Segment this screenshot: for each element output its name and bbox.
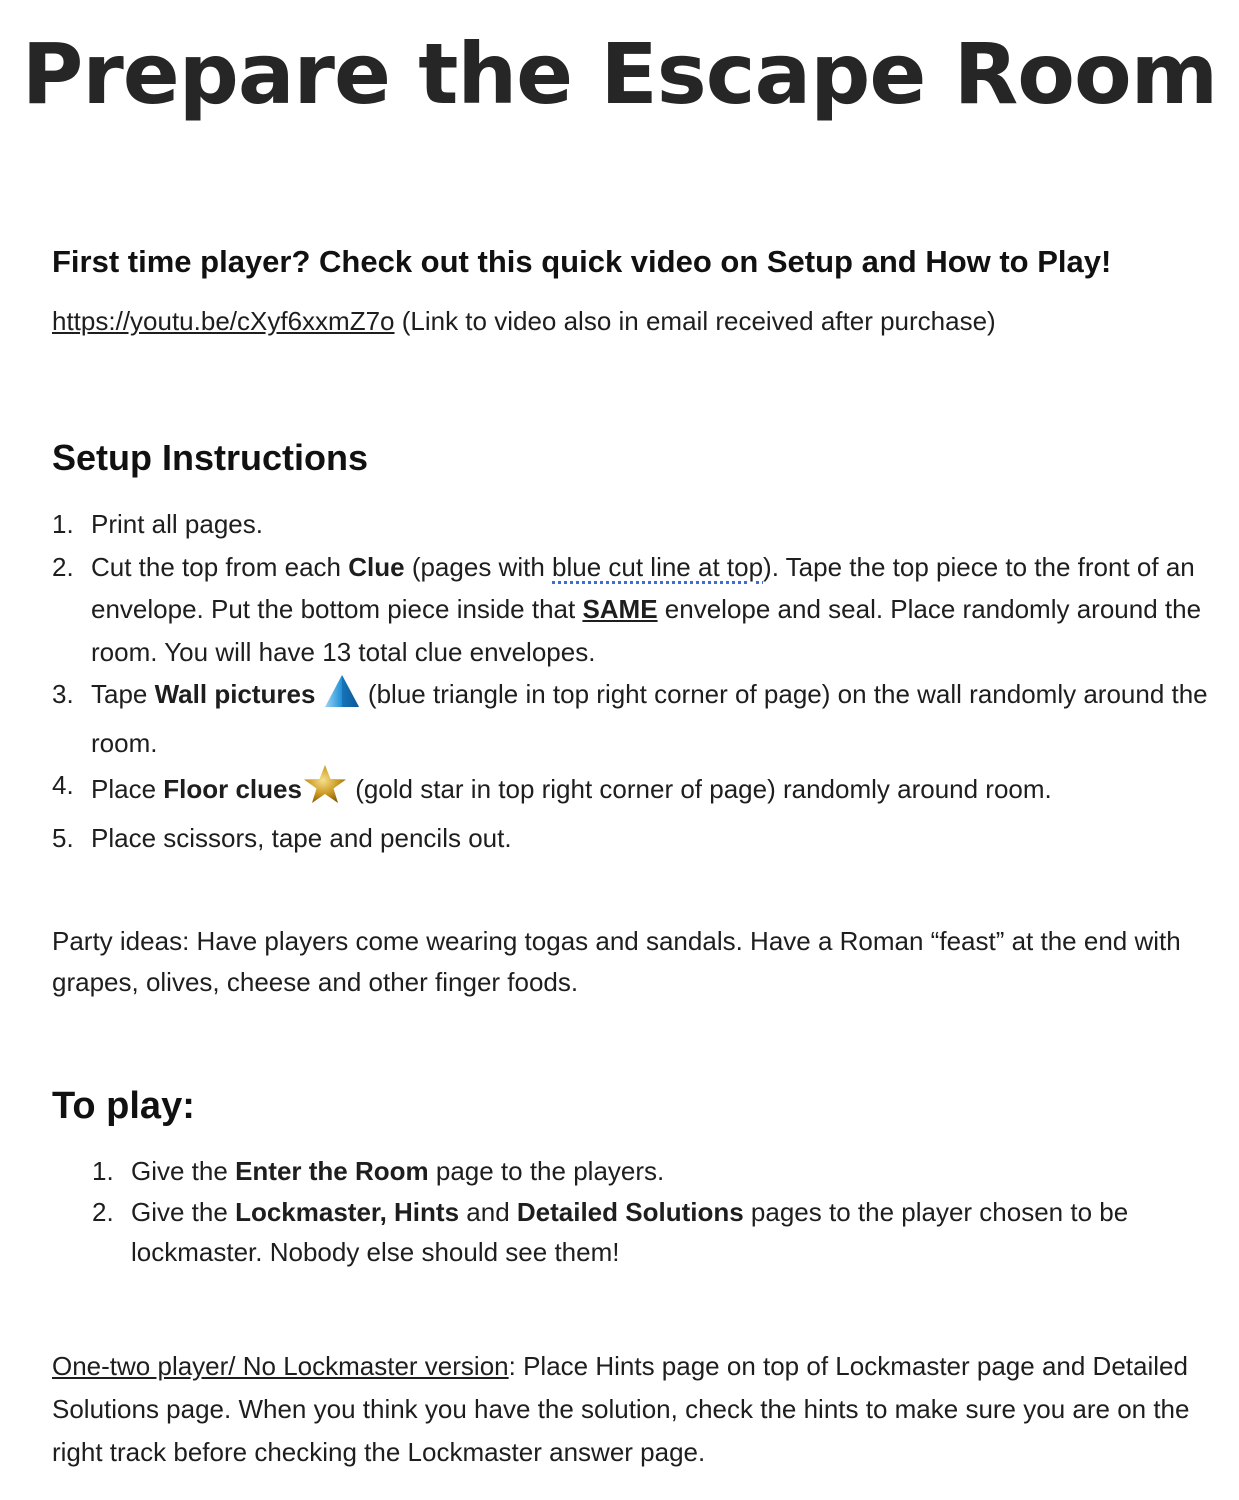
item-bold: Wall pictures bbox=[154, 679, 316, 709]
blue-triangle-icon bbox=[323, 673, 361, 722]
item-text: Place bbox=[91, 774, 164, 804]
list-number: 2. bbox=[92, 1196, 114, 1227]
item-text: (pages with bbox=[404, 551, 552, 582]
item-text: Tape bbox=[91, 679, 155, 709]
list-number: 1. bbox=[92, 1156, 114, 1186]
item-text: Cut the top from each bbox=[91, 551, 349, 582]
item-text: Print all pages. bbox=[91, 509, 263, 539]
list-number: 4. bbox=[52, 770, 74, 800]
item-text: page to the players. bbox=[428, 1156, 665, 1186]
dotted-underlined-text: blue cut line at top bbox=[552, 551, 764, 582]
setup-item-4 bbox=[52, 764, 1232, 817]
list-number: 2. bbox=[52, 551, 74, 582]
list-number: 5. bbox=[52, 822, 74, 853]
page-title: Prepare the Escape Room bbox=[21, 25, 1218, 123]
video-heading: First time player? Check out this quick video on Setup and How to Play! bbox=[52, 244, 1112, 279]
solo-version-text: : Place Hints page on top of Lockmaster page and Detailed Solutions page. When you think you have the solution, check the hints to make sure you are on the right track before checking the Lockmaster answer page. bbox=[52, 1351, 1190, 1467]
list-number: 3. bbox=[52, 679, 74, 709]
setup-item-2 bbox=[52, 546, 1232, 674]
setup-item-5 bbox=[52, 817, 1232, 860]
item-text: envelope and seal. Place randomly around the room. You will have 13 total clue envelopes. bbox=[91, 594, 1202, 667]
item-text: ). Tape the top piece to the front of an envelope. Put the bottom piece inside that bbox=[91, 551, 1195, 624]
item-bold: Clue bbox=[348, 551, 405, 582]
setup-list bbox=[52, 503, 1232, 859]
item-text: Give the bbox=[131, 1196, 236, 1227]
setup-item-1 bbox=[52, 503, 1232, 546]
list-number: 1. bbox=[52, 509, 74, 539]
setup-item-3 bbox=[52, 673, 1232, 764]
setup-heading: Setup Instructions bbox=[52, 437, 369, 478]
item-text: Place scissors, tape and pencils out. bbox=[91, 822, 512, 853]
solo-version-note bbox=[52, 1345, 1222, 1474]
play-item-1 bbox=[92, 1151, 1222, 1192]
item-bold: Floor clues bbox=[163, 774, 302, 804]
party-ideas: Party ideas: Have players come wearing togas and sandals. Have a Roman “feast” at the end with grapes, olives, cheese and other finger foods. bbox=[52, 926, 1181, 997]
item-text: and bbox=[459, 1196, 517, 1227]
play-item-2 bbox=[92, 1192, 1222, 1273]
video-link[interactable]: https://youtu.be/cXyf6xxmZ7o bbox=[52, 306, 395, 336]
video-link-note: (Link to video also in email received after purchase) bbox=[394, 306, 996, 336]
item-bold: Lockmaster, Hints bbox=[235, 1196, 460, 1227]
item-text: Give the bbox=[131, 1156, 236, 1186]
item-bold: Enter the Room bbox=[235, 1156, 429, 1186]
play-list bbox=[92, 1151, 1222, 1273]
item-bold: Detailed Solutions bbox=[516, 1196, 744, 1227]
video-line bbox=[52, 303, 996, 339]
item-bold-underlined: SAME bbox=[582, 594, 658, 624]
play-heading: To play: bbox=[52, 1085, 195, 1127]
item-text: (blue triangle in top right corner of page) on the wall randomly around the room. bbox=[91, 679, 1208, 758]
gold-star-icon bbox=[302, 764, 348, 817]
item-text: pages to the player chosen to be lockmaster. Nobody else should see them! bbox=[131, 1196, 1129, 1267]
solo-version-label: One-two player/ No Lockmaster version bbox=[52, 1351, 509, 1381]
item-text: (gold star in top right corner of page) randomly around room. bbox=[347, 774, 1052, 804]
